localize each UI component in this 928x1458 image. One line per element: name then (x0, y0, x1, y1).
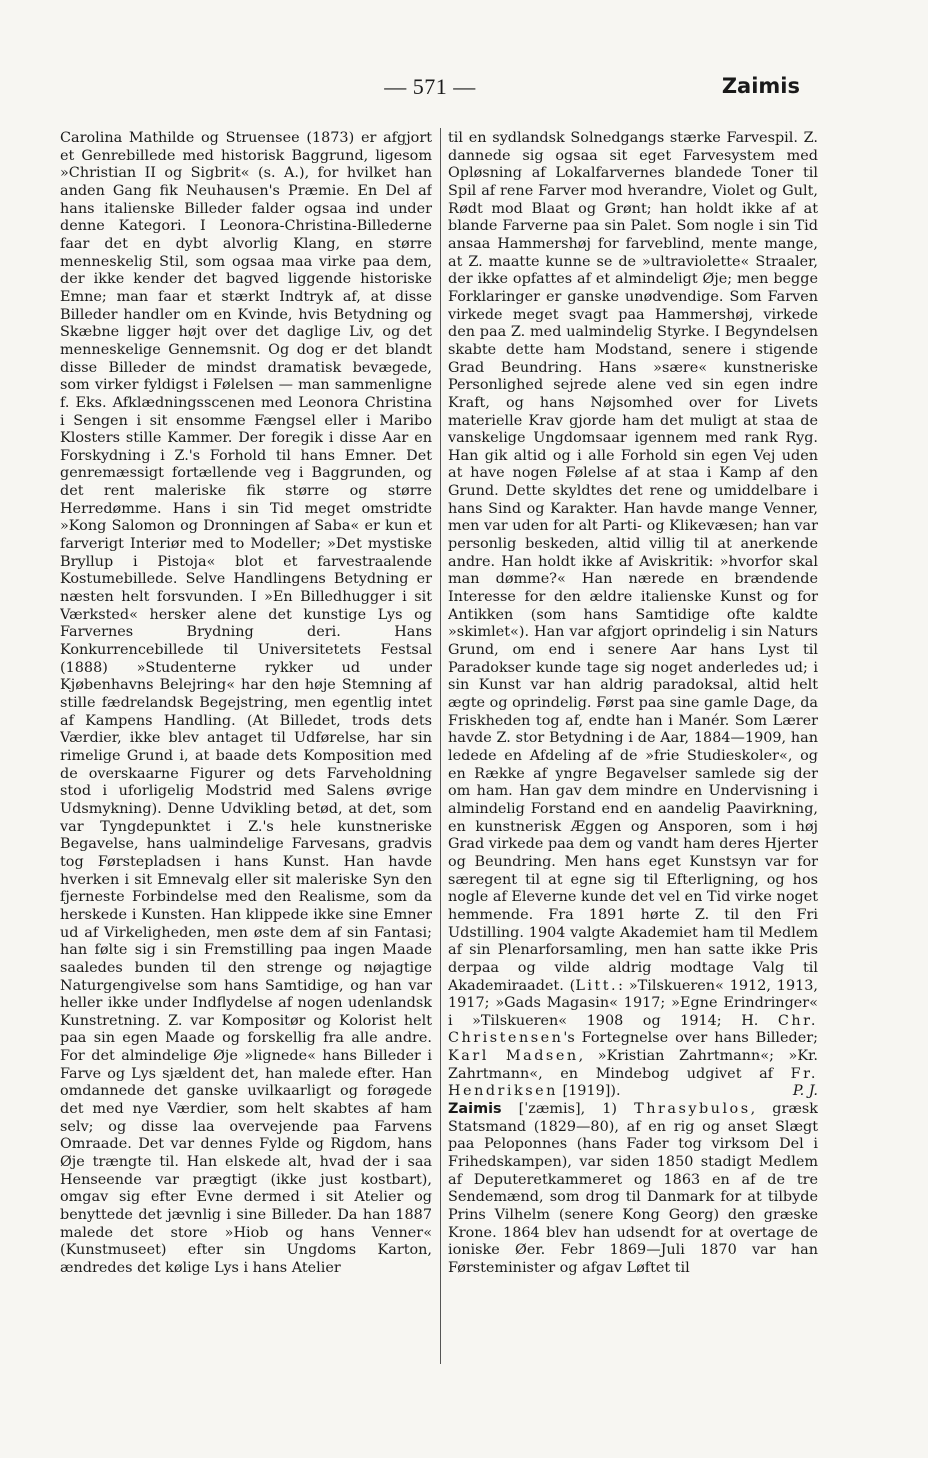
author-1: Chr. Christensen (448, 1012, 818, 1047)
right-paragraph-text: til en sydlandsk Solnedgangs stærke Farvespil. Z. dannede sig ogsaa sit eget Farvesystem med Opløsning af Lokalfarvernes blandede Toner til Spil af rene Farver mod hverandre, Violet og Gult, Rødt mod Blaat og Grønt; han holdt ikke af at blande Farverne paa sin Palet. Som nogle i sin Tid ansaa Hammershøj for farveblind, mente mange, at Z. maatte kunne se de »ultraviolette« Straaler, der ikke opfattes af et almindeligt Øje; men begge Forklaringer er ganske unødvendige. Som Farven virkede meget svagt paa Hammershøj, virkede den paa Z. med ualmindelig Styrke. I Begyndelsen skabte dette ham Modstand, senere i stigende Grad Beundring. Hans »sære« kunstneriske Personlighed sejrede alene ved sin egen indre Kraft, og hans Nøjsomhed over for Livets materielle Krav gjorde ham det muligt at staa de vanskelige Ungdomsaar igennem med rank Ryg. Han gik altid og i alle Forhold sin egen Vej uden at have nogen Følelse af at staa i Kamp af den Grund. Dette skyldtes det rene og umiddelbare i hans Sind og Karakter. Han havde mange Venner, men var uden for alt Parti- og Klikevæsen; han var personlig beskeden, altid villig til at anerkende andre. Han holdt ikke af Aviskritik: »hvorfor skal man dømme?« Han nærede en brændende Interesse for den ældre italienske Kunst og for Antikken (som hans Samtidige ofte kaldte »skimlet«). Han var afgjort oprindelig i sin Naturs Grund, om end i senere Aar hans Lyst til Paradokser kunde tage sig noget anderledes ud; i sin Kunst var han aldrig paradoksal, altid helt ægte og oprindelig. Først paa sine gamle Dage, da Friskheden tog af, endte han i Manér. Som Lærer havde Z. stor Betydning i de Aar, 1884—1909, han ledede en Afdeling af de »frie Studieskoler«, og en Række af yngre Begavelser samlede sig der om ham. Han gav dem mindre en Undervisning i almindelig Forstand end en aandelig Paavirkning, en kunstnerisk Æggen og Ansporen, som i høj Grad virkede paa dem og vandt ham deres Hjerter og Beundring. Men hans eget Kunstsyn var for særegent til at egne sig til Efterligning, og hos nogle af Eleverne kunde det vel en Tid virke noget hemmende. Fra 1891 hørte Z. til den Fri Udstilling. 1904 valgte Akademiet ham til Medlem af sin Plenarforsamling, men han satte ikke Pris derpaa og vilde aldrig modtage Valg til Akademiraadet. ( (448, 130, 818, 994)
author-3: Fr. Hendriksen (448, 1065, 818, 1100)
refs-1: : »Tilskueren« 1912, 1913, 1917; »Gads Magasin« 1917; »Egne Erindringer« i »Tilskueren« 1908 og 1914; H. (448, 977, 818, 1029)
signature: P. J. (792, 1083, 818, 1100)
right-paragraph (448, 130, 818, 1101)
entry-zaimis (448, 1101, 818, 1278)
refs-4: [1919]). (557, 1083, 621, 1100)
litt-label: Litt. (575, 977, 619, 994)
column-divider (440, 128, 441, 1364)
author-2: Karl Madsen (448, 1048, 579, 1065)
page-number: — 571 — (384, 74, 476, 99)
entry-pronunciation: [ˈzæmis], 1) (501, 1101, 635, 1118)
refs-2: 's Fortegnelse over hans Billeder; (563, 1030, 818, 1047)
page-header (60, 74, 800, 104)
left-column-text: Carolina Mathilde og Struensee (1873) er afgjort et Genrebillede med historisk Baggrund, ligesom »Christian II og Sigbrit« (s. A.), for hvilket han anden Gang fik Neuhausen's Præmie. En Del af hans italienske Billeder falder ogsaa ind under denne Kategori. I Leonora-Christina-Billederne faar det en dybt alvorlig Klang, en større menneskelig Stil, som ogsaa maa virke paa dem, der ikke kender det bagved liggende historiske Emne; man faar et stærkt Indtryk af, at disse Billeder handler om en Kvinde, hvis Betydning og Skæbne ligger højt over det daglige Liv, og det menneskelige Gennemsnit. Og dog er det blandt disse Billeder de mindst dramatisk bevægede, som virker fyldigst i Følelsen — man sammenligne f. Eks. Afklædningsscenen med Leonora Christina i Sengen i sit ensomme Fængsel eller i Maribo Klosters stille Kammer. Der foregik i disse Aar en Forskydning i Z.'s Forhold til hans Emner. Det genremæssigt fortællende veg i Baggrunden, og det rent maleriske fik større og større Herredømme. Hans i sin Tid meget omstridte »Kong Salomon og Dronningen af Saba« er kun et farverigt Interiør med to Modeller; »Det mystiske Bryllup i Pistoja« blot et farvestraalende Kostumebillede. Selve Handlingens Betydning er næsten helt forsvunden. I »En Billedhugger i sit Værksted« hersker alene det kunstige Lys og Farvernes Brydning deri. Hans Konkurrencebillede til Universitetets Festsal (1888) »Studenterne rykker ud under Kjøbenhavns Belejring« har den høje Stemning af stille fædrelandsk Begejstring, men egentlig intet af Kampens Handling. (At Billedet, trods dets Værdier, ikke blev antaget til Udførelse, har sin rimelige Grund i, at baade dets Komposition med de overskaarne Figurer og dets Farveholdning stod i uforligelig Modstrid med Salens øvrige Udsmykning). Denne Udvikling betød, at det, som var Tyngdepunktet i Z.'s hele kunstneriske Begavelse, hans ualmindelige Farvesans, gradvis tog Førstepladsen i hans Kunst. Han havde hverken i sit Emnevalg eller sit maleriske Syn den fjerneste Forbindelse med den Realisme, som da herskede i Kunsten. Han klippede ikke sine Emner ud af Virkeligheden, men øste dem af sin Fantasi; han følte sig i sin Fremstilling paa ingen Maade saaledes bunden til den strenge og nøjagtige Naturgengivelse som hans Samtidige, og han var heller ikke under Indflydelse af nogen udenlandsk Kunstretning. Z. var Kompositør og Kolorist helt paa sin egen Maade og forskellig fra alle andre. For det almindelige Øje »lignede« hans Billeder i Farve og Lys sjældent det, han malede efter. Han omdannede det ganske uvilkaarligt og forøgede det med nye Værdier, som helt skabtes af ham selv; og disse laa overvejende paa Farvens Omraade. Det var dennes Fylde og Rigdom, hans Øje trængte til. Han elskede alt, hvad der i saa Henseende var prægtigt (ikke just kostbart), omgav sig efter Evne dermed i sit Atelier og benyttede det jævnlig i sine Billeder. Da han 1887 malede det store »Hiob og hans Venner« (Kunstmuseet) efter sin Ungdoms Karton, ændredes det kølige Lys i hans Atelier (60, 130, 432, 1276)
right-column (448, 130, 818, 1360)
left-column (60, 130, 432, 1360)
refs-3: , »Kristian Zahrtmann«; »Kr. Zahrtmann«, en Mindebog udgivet af (448, 1048, 818, 1082)
entry-name: Thrasybulos (634, 1101, 751, 1118)
entry-text: , græsk Statsmand (1829—80), af en rig og anset Slægt paa Peloponnes (hans Fader tog virksom Del i Frihedskampen), var siden 1850 stadigt Medlem af Deputeretkammeret og 1863 en af de tre Sendemænd, som drog til Danmark for at tilbyde Prins Vilhelm (senere Kong Georg) den græske Krone. 1864 blev han udsendt for at overtage de ioniske Øer. Febr 1869—Juli 1870 var han Førsteminister og afgav Løftet til (448, 1101, 818, 1276)
entry-headword: Zaimis (448, 1101, 502, 1118)
running-head: Zaimis (721, 74, 800, 98)
